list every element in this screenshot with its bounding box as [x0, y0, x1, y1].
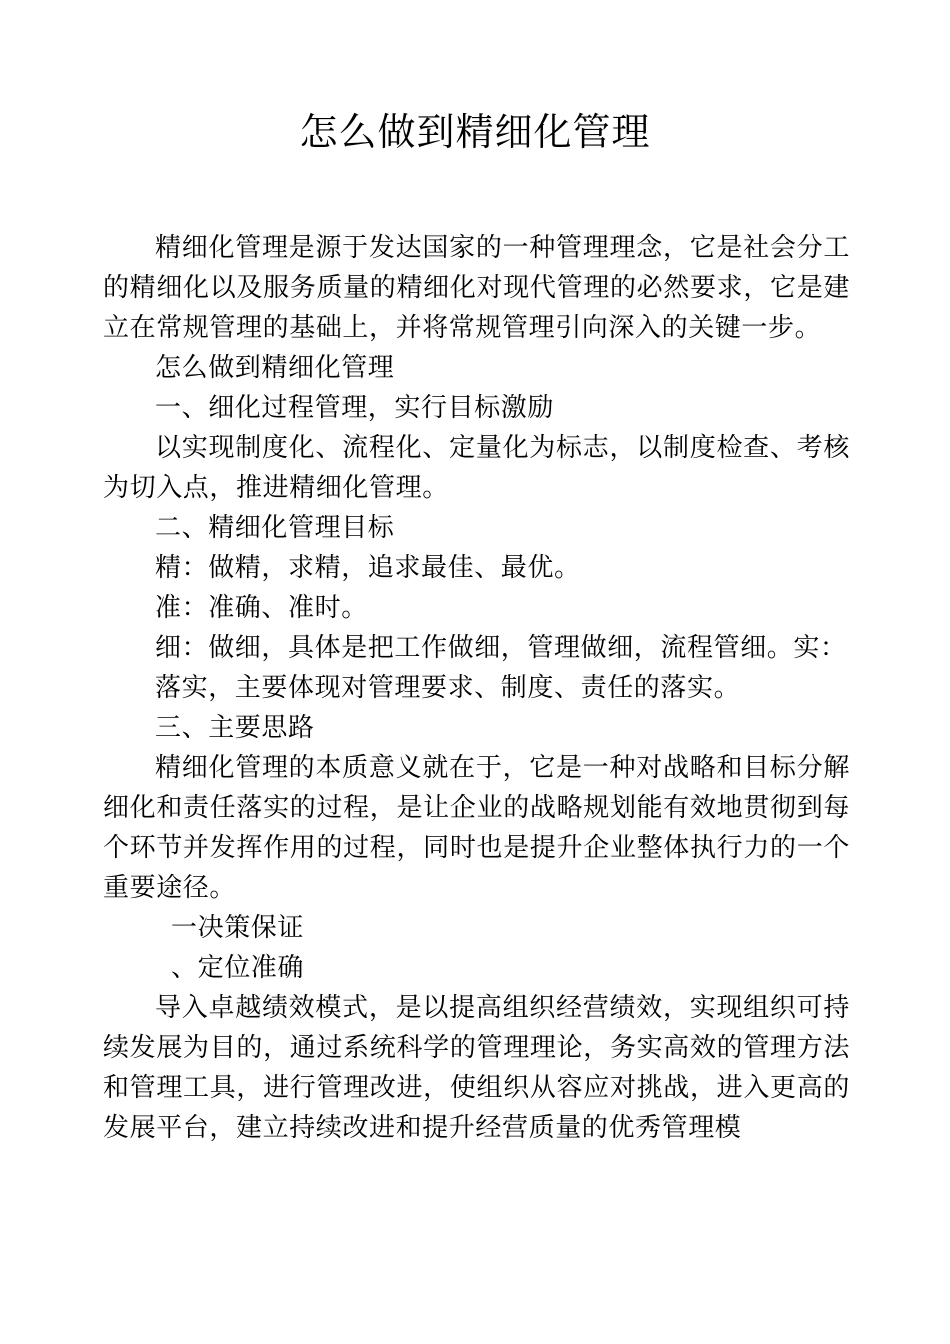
paragraph-intro: 精细化管理是源于发达国家的一种管理理念，它是社会分工的精细化以及服务质量的精细化对现代管理的必然要求，它是建立在常规管理的基础上，并将常规管理引向深入的关键一步。 — [103, 233, 850, 343]
section-heading-1: 一、细化过程管理，实行目标激励 — [155, 393, 555, 423]
list-item-zhun: 准：准确、准时。 — [155, 593, 368, 623]
list-item-shi: 落实，主要体现对管理要求、制度、责任的落实。 — [155, 673, 741, 703]
list-item-jing: 精：做精，求精，追求最佳、最优。 — [155, 553, 581, 583]
subheading-decision: 一决策保证 — [171, 913, 305, 943]
list-item-xi: 细：做细，具体是把工作做细，管理做细，流程管细。实： — [155, 633, 847, 663]
paragraph-section-3: 精细化管理的本质意义就在于，它是一种对战略和目标分解细化和责任落实的过程，是让企业的战略规划能有效地贯彻到每个环节并发挥作用的过程，同时也是提升企业整体执行力的一个重要途径。 — [103, 753, 850, 903]
paragraph-heading-main: 怎么做到精细化管理 — [155, 353, 395, 383]
document-body — [103, 228, 850, 1148]
document-title: 怎么做到精细化管理 — [299, 110, 651, 154]
paragraph-section-1: 以实现制度化、流程化、定量化为标志，以制度检查、考核为切入点，推进精细化管理。 — [103, 433, 850, 503]
paragraph-excellence-model: 导入卓越绩效模式，是以提高组织经营绩效，实现组织可持续发展为目的，通过系统科学的管理理论，务实高效的管理方法和管理工具，进行管理改进，使组织从容应对挑战，进入更高的发展平台，建立持续改进和提升经营质量的优秀管理模 — [103, 993, 850, 1143]
section-heading-3: 三、主要思路 — [155, 713, 315, 743]
section-heading-2: 二、精细化管理目标 — [155, 513, 395, 543]
subheading-positioning: 、定位准确 — [171, 953, 305, 983]
